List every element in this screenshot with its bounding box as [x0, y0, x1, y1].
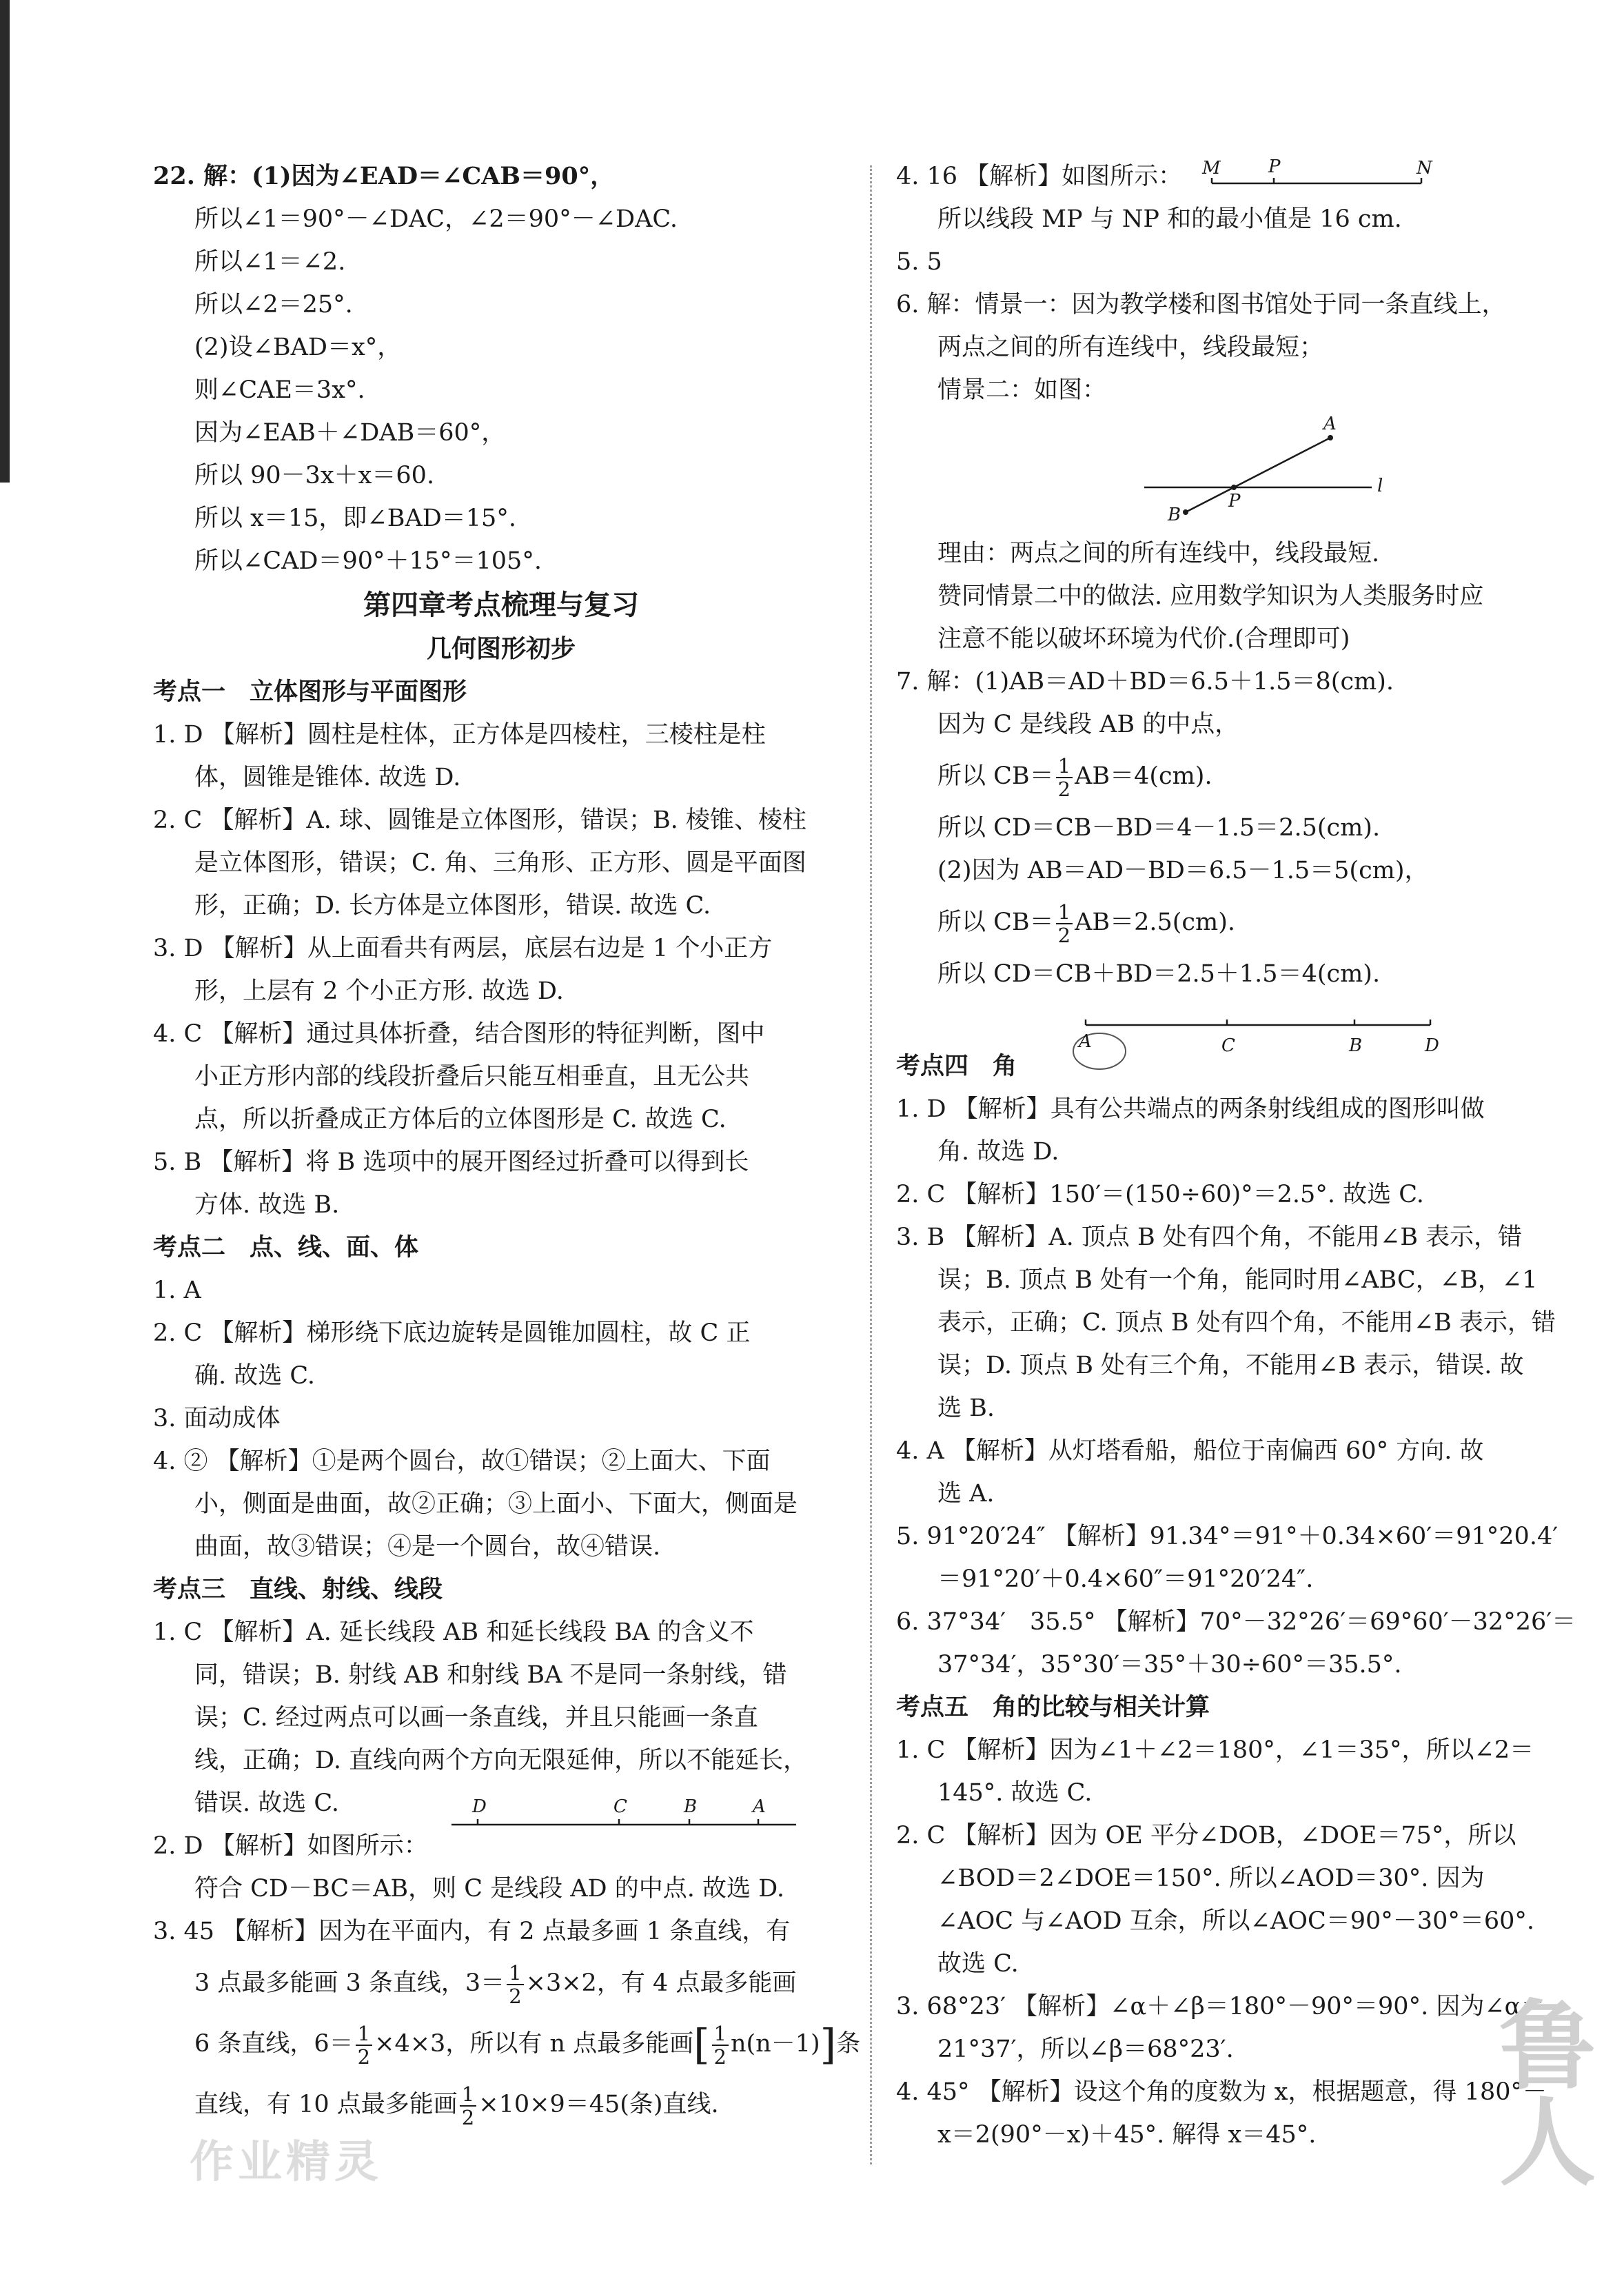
answer-line: 同，错误；B. 射线 AB 和射线 BA 不是同一条射线，错: [194, 1661, 787, 1689]
answer-22-line: 22. 解：(1)因为∠EAD＝∠CAB＝90°，: [153, 162, 615, 190]
fraction-numerator: 1: [1056, 901, 1073, 924]
point-label: P: [1268, 156, 1281, 177]
answer-line: 21°37′，所以∠β＝68°23′.: [937, 2036, 1234, 2063]
answer-line: [153, 2074, 849, 2135]
text-run: AB＝2.5(cm).: [1075, 909, 1235, 936]
answer-line: [153, 1953, 849, 2014]
fraction-half: [460, 2083, 476, 2129]
answer-line: 2. C 【解析】150′＝(150÷60)°＝2.5°. 故选 C.: [896, 1181, 1424, 1208]
answer-line: 所以 CD＝CB－BD＝4－1.5＝2.5(cm).: [937, 814, 1381, 842]
answer-line: 线，正确；D. 直线向两个方向无限延伸，所以不能延长，: [194, 1747, 808, 1774]
answer-line: 确. 故选 C.: [194, 1362, 316, 1390]
answer-line: 误；B. 顶点 B 处有一个角，能同时用∠ABC，∠B，∠1: [937, 1266, 1538, 1294]
answer-line: 理由：两点之间的所有连线中，线段最短.: [937, 540, 1380, 567]
watermark-text: 作业精灵: [190, 2137, 383, 2188]
text-run: ×3×2，有 4 点最多能画: [525, 1969, 797, 1997]
answer-line: 1. C 【解析】因为∠1＋∠2＝180°，∠1＝35°，所以∠2＝: [896, 1736, 1534, 1764]
answer-line: 3. B 【解析】A. 顶点 B 处有四个角，不能用∠B 表示，错: [896, 1224, 1523, 1251]
point-label: M: [1202, 158, 1221, 179]
answer-line: 误；D. 顶点 B 处有三个角，不能用∠B 表示，错误. 故: [937, 1352, 1524, 1379]
figure-line-mpn: [1199, 157, 1434, 194]
answer-line: 1. C 【解析】A. 延长线段 AB 和延长线段 BA 的含义不: [153, 1619, 754, 1646]
section-heading-3: 考点三 直线、射线、线段: [153, 1576, 443, 1603]
text-run: AB＝4(cm).: [1075, 762, 1212, 790]
answer-line: 符合 CD－BC＝AB，则 C 是线段 AD 的中点. 故选 D.: [194, 1875, 785, 1903]
answer-line: 所以 CD＝CB＋BD＝2.5＋1.5＝4(cm).: [937, 960, 1381, 988]
point-label: l: [1377, 476, 1383, 496]
fraction-numerator: 1: [356, 2022, 372, 2046]
fraction-half: [1056, 901, 1073, 946]
answer-line: 形，正确；D. 长方体是立体图形，错误. 故选 C.: [194, 892, 711, 920]
point-a: [1328, 435, 1333, 440]
fraction-numerator: 1: [1056, 755, 1073, 778]
fraction-half: [356, 2022, 372, 2068]
answer-line: (2)因为 AB＝AD－BD＝6.5－1.5＝5(cm)，: [937, 857, 1429, 884]
page-edge-shadow: [0, 0, 10, 483]
answer-line: 4. C 【解析】通过具体折叠，结合图形的特征判断，图中: [153, 1020, 765, 1048]
point-p: [1231, 485, 1237, 490]
fraction-half: [507, 1962, 523, 2007]
answer-line: 形，上层有 2 个小正方形. 故选 D.: [194, 977, 564, 1005]
fraction-half: [1056, 755, 1073, 800]
answer-22-line: 所以 x＝15，即∠BAD＝15°.: [194, 505, 516, 532]
left-bracket: [: [693, 2020, 710, 2069]
answer-line: 小正方形内部的线段折叠后只能互相垂直，且无公共: [194, 1063, 750, 1091]
point-label: B: [1168, 505, 1181, 525]
figure-line-dcba: [451, 1796, 803, 1840]
answer-line: 选 B.: [937, 1395, 995, 1422]
answer-line: 选 A.: [937, 1480, 995, 1508]
section-heading-2: 考点二 点、线、面、体: [153, 1234, 419, 1261]
fraction-numerator: 1: [460, 2083, 476, 2107]
answer-22-line: (2)设∠BAD＝x°，: [194, 334, 402, 361]
answer-line: 2. C 【解析】A. 球、圆锥是立体图形，错误；B. 棱锥、棱柱: [153, 807, 806, 834]
text-run: 6 条直线，6＝: [194, 2030, 354, 2058]
answer-line: 6. 37°34′ 35.5° 【解析】70°－32°26′＝69°60′－32°26′＝: [896, 1608, 1576, 1636]
answer-line: 145°. 故选 C.: [937, 1779, 1093, 1807]
answer-line: 3. 45 【解析】因为在平面内，有 2 点最多画 1 条直线，有: [153, 1918, 791, 1945]
answer-line: 1. D 【解析】具有公共端点的两条射线组成的图形叫做: [896, 1095, 1485, 1123]
right-bracket: ]: [820, 2020, 837, 2069]
figure-shortest-path: [1137, 414, 1399, 537]
answer-line: 方体. 故选 B.: [194, 1191, 340, 1219]
answer-line: 体，圆锥是锥体. 故选 D.: [194, 764, 461, 791]
fraction-denominator: 2: [1057, 923, 1071, 947]
section-heading-4: 考点四 角: [896, 1053, 1017, 1080]
answer-line: 赞同情景二中的做法. 应用数学知识为人类服务时应: [937, 582, 1484, 610]
answer-line: 5. 5: [896, 248, 942, 276]
answer-line: 2. C 【解析】因为 OE 平分∠DOB，∠DOE＝75°，所以: [896, 1822, 1516, 1849]
point-label: C: [1221, 1035, 1235, 1056]
point-label: B: [1349, 1035, 1363, 1056]
answer-22-line: 所以 90－3x＋x＝60.: [194, 462, 435, 489]
answer-line: 4. 16 【解析】如图所示：: [896, 163, 1183, 190]
fraction-denominator: 2: [357, 2045, 371, 2069]
segment-ab: [1186, 438, 1330, 512]
answer-line: 所以线段 MP 与 NP 和的最小值是 16 cm.: [937, 205, 1402, 233]
answer-line: 3. 面动成体: [153, 1405, 281, 1432]
point-label: C: [613, 1796, 627, 1817]
answer-line: ＝91°20′＋0.4×60″＝91°20′24″.: [937, 1565, 1314, 1593]
chapter-subtitle: 几何图形初步: [426, 635, 576, 663]
answer-line: 1. A: [153, 1277, 201, 1304]
answer-line: 4. ② 【解析】①是两个圆台，故①错误；②上面大、下面: [153, 1448, 771, 1475]
fraction-denominator: 2: [509, 1984, 522, 2008]
answer-line: 情景二：如图：: [937, 376, 1107, 404]
point-label: N: [1417, 158, 1432, 179]
chapter-title: 第四章考点梳理与复习: [363, 589, 639, 621]
answer-line: ∠AOC 与∠AOD 互余，所以∠AOC＝90°－30°＝60°.: [937, 1907, 1534, 1935]
figure-line-acbd: [1072, 1010, 1444, 1068]
answer-22-line: 因为∠EAB＋∠DAB＝60°，: [194, 419, 506, 447]
answer-line: 4. A 【解析】从灯塔看船，船位于南偏西 60° 方向. 故: [896, 1437, 1484, 1465]
fraction-numerator: 1: [712, 2022, 729, 2046]
text-run: 所以 CB＝: [937, 762, 1054, 790]
answer-line: 小，侧面是曲面，故②正确；③上面小、下面大，侧面是: [194, 1490, 798, 1518]
answer-line: 误；C. 经过两点可以画一条直线，并且只能画一条直: [194, 1704, 758, 1732]
answer-22-line: 所以∠2＝25°.: [194, 291, 353, 318]
answer-line: 1. D 【解析】圆柱是柱体，正方体是四棱柱，三棱柱是柱: [153, 721, 766, 749]
answer-line: 曲面，故③错误；④是一个圆台，故④错误.: [194, 1533, 661, 1561]
column-divider: [870, 165, 872, 2164]
section-heading-5: 考点五 角的比较与相关计算: [896, 1694, 1210, 1721]
point-label: D: [1425, 1035, 1439, 1056]
text-run: 直线，有 10 点最多能画: [194, 2091, 458, 2118]
answer-line: 6. 解：情景一：因为教学楼和图书馆处于同一条直线上，: [896, 291, 1506, 318]
text-run: 所以 CB＝: [937, 909, 1054, 936]
point-label: A: [753, 1796, 766, 1817]
answer-22-line: 所以∠1＝90°－∠DAC，∠2＝90°－∠DAC.: [194, 205, 678, 233]
answer-line: [896, 892, 1599, 953]
answer-22-line: 所以∠CAD＝90°＋15°＝105°.: [194, 547, 542, 575]
fraction-half: [712, 2022, 729, 2068]
answer-line: 3. D 【解析】从上面看共有两层，底层右边是 1 个小正方: [153, 935, 773, 962]
answer-line: 两点之间的所有连线中，线段最短；: [937, 334, 1324, 361]
answer-line: 点，所以折叠成正方体后的立体图形是 C. 故选 C.: [194, 1106, 727, 1133]
answer-line: 故选 C.: [937, 1950, 1019, 1978]
answer-line: x＝2(90°－x)＋45°. 解得 x＝45°.: [937, 2121, 1317, 2149]
answer-line: 5. 91°20′24″ 【解析】91.34°＝91°＋0.34×60′＝91°20.4′: [896, 1523, 1559, 1550]
answer-line: 因为 C 是线段 AB 的中点，: [937, 711, 1239, 738]
section-heading-1: 考点一 立体图形与平面图形: [153, 678, 467, 706]
text-run: 条: [836, 2030, 861, 2058]
answer-line: ∠BOD＝2∠DOE＝150°. 所以∠AOD＝30°. 因为: [937, 1865, 1485, 1892]
answer-line: [896, 746, 1599, 807]
text-run: n(n－1): [730, 2030, 820, 2058]
fraction-denominator: 2: [1057, 777, 1071, 801]
answer-line: 4. 45° 【解析】设这个角的度数为 x，根据题意，得 180°－: [896, 2078, 1547, 2106]
answer-line: 5. B 【解析】将 B 选项中的展开图经过折叠可以得到长: [153, 1148, 749, 1176]
answer-line: 注意不能以破坏环境为代价.(合理即可): [937, 625, 1350, 653]
fraction-denominator: 2: [461, 2105, 475, 2129]
answer-line: 7. 解：(1)AB＝AD＋BD＝6.5＋1.5＝8(cm).: [896, 668, 1394, 696]
text-run: ×10×9＝45(条)直线.: [478, 2091, 719, 2118]
answer-line: 2. C 【解析】梯形绕下底边旋转是圆锥加圆柱，故 C 正: [153, 1319, 751, 1347]
answer-line: 3. 68°23′ 【解析】∠α＋∠β＝180°－90°＝90°. 因为∠α＝: [896, 1993, 1545, 2020]
watermark-logo: 鲁人: [1499, 1991, 1596, 2200]
answer-line: 错误. 故选 C.: [194, 1789, 340, 1817]
answer-line: 2. D 【解析】如图所示：: [153, 1832, 428, 1860]
point-label: B: [684, 1796, 698, 1817]
point-b: [1183, 509, 1188, 515]
answer-line: 37°34′，35°30′＝35°＋30÷60°＝35.5°.: [937, 1651, 1402, 1679]
fraction-denominator: 2: [713, 2045, 727, 2069]
fraction-numerator: 1: [507, 1962, 523, 1985]
text-run: 3 点最多能画 3 条直线，3＝: [194, 1969, 505, 1997]
answer-line: [153, 2014, 861, 2074]
answer-22-line: 所以∠1＝∠2.: [194, 248, 346, 276]
point-label: A: [1323, 414, 1337, 434]
point-label: D: [472, 1796, 487, 1817]
point-label: A: [1079, 1031, 1092, 1052]
answer-line: 是立体图形，错误；C. 角、三角形、正方形、圆是平面图: [194, 849, 806, 877]
point-label: P: [1228, 491, 1241, 511]
answer-line: 表示，正确；C. 顶点 B 处有四个角，不能用∠B 表示，错: [937, 1309, 1556, 1337]
answer-22-line: 则∠CAE＝3x°.: [194, 376, 365, 404]
answer-line: 角. 故选 D.: [937, 1138, 1059, 1166]
text-run: ×4×3，所以有 n 点最多能画: [374, 2030, 694, 2058]
